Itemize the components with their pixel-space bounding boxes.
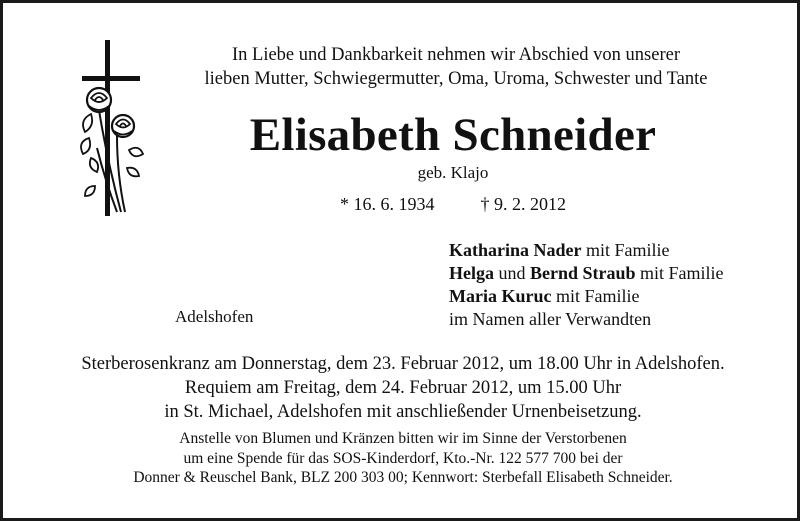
life-dates: [173, 191, 733, 217]
mourner-name: Maria Kuruc: [449, 286, 552, 306]
donation-line: Donner & Reuschel Bank, BLZ 200 303 00; Kennwort: Sterbefall Elisabeth Schneider.: [133, 469, 673, 486]
death-date: † 9. 2. 2012: [480, 194, 566, 214]
maiden-name: geb. Klajo: [417, 163, 489, 182]
place-name: Adelshofen: [175, 307, 254, 326]
mourner-line: [449, 285, 789, 308]
mourners-list: [449, 239, 789, 331]
service-line: Sterberosenkranz am Donnerstag, dem 23. Februar 2012, um 18.00 Uhr in Adelshofen.: [81, 354, 725, 374]
mourner-name: Katharina Nader: [449, 240, 582, 260]
mourner-name: Helga: [449, 263, 494, 283]
donation-line: um eine Spende für das SOS-Kinderdorf, Kto.-Nr. 122 577 700 bei der: [183, 449, 623, 467]
cross-with-roses-icon: [77, 40, 147, 218]
mourner-line: [449, 262, 789, 285]
mourner-line: [449, 239, 789, 262]
mourner-suffix: mit Familie: [551, 286, 640, 306]
donation-request: [43, 429, 763, 488]
donation-line: Anstelle von Blumen und Kränzen bitten wir im Sinne der Verstorbenen: [179, 430, 627, 447]
mourner-line: im Namen aller Verwandten: [449, 309, 652, 329]
mourner-connector: und: [494, 263, 530, 283]
intro-line: In Liebe und Dankbarkeit nehmen wir Abschied von unserer: [232, 45, 680, 65]
birth-date: * 16. 6. 1934: [340, 194, 435, 214]
intro-line: lieben Mutter, Schwiegermutter, Oma, Uroma, Schwester und Tante: [204, 69, 708, 89]
mourner-suffix: mit Familie: [635, 263, 724, 283]
mourner-name: Bernd Straub: [530, 263, 636, 283]
deceased-name: Elisabeth Schneider: [249, 109, 657, 161]
service-info: [43, 352, 763, 424]
mourner-suffix: mit Familie: [581, 240, 670, 260]
service-line: Requiem am Freitag, dem 24. Februar 2012, um 15.00 Uhr: [184, 378, 622, 398]
intro-text: [181, 43, 731, 91]
service-line: in St. Michael, Adelshofen mit anschließender Urnenbeisetzung.: [164, 402, 642, 422]
